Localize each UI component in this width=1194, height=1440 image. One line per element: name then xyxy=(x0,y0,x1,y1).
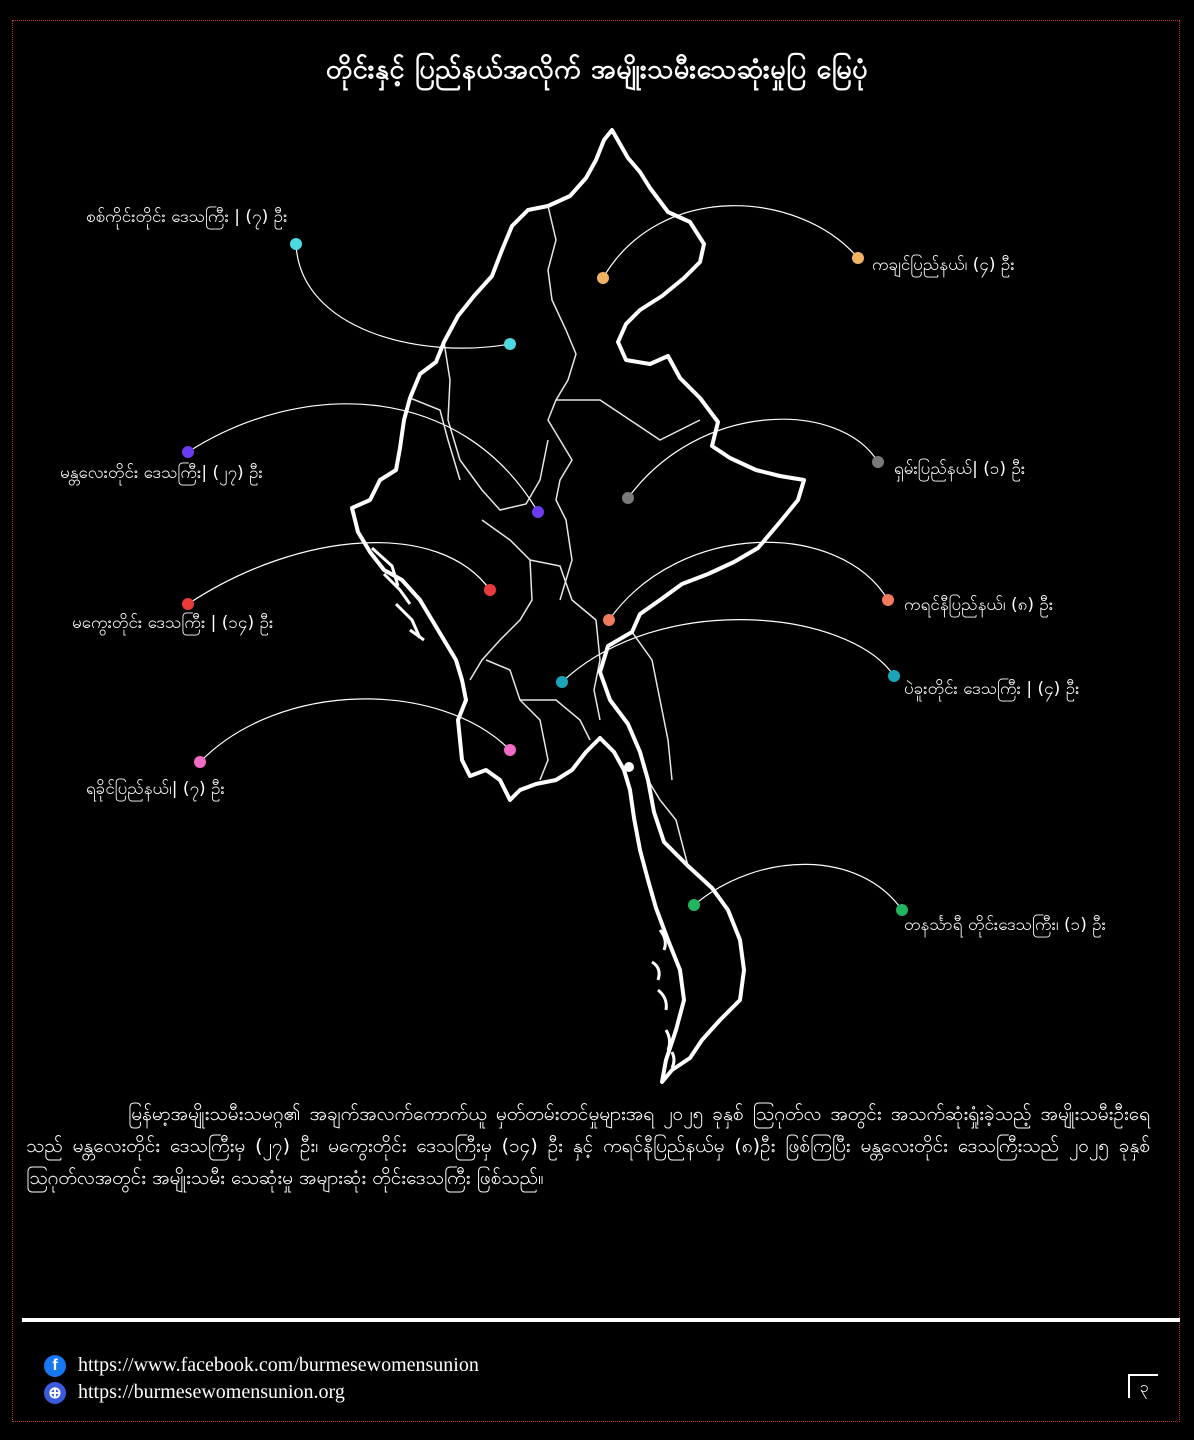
dot-sagaing-map xyxy=(504,338,516,350)
region-dots xyxy=(182,238,908,916)
dot-tanintharyi-map xyxy=(688,899,700,911)
label-bago: ပဲခူးတိုင်း ဒေသကြီး | (၄) ဦး xyxy=(904,679,1080,699)
facebook-link-row[interactable] xyxy=(44,1354,479,1377)
dot-shan-map xyxy=(622,492,634,504)
label-mandalay: မန္တလေးတိုင်း ဒေသကြီး| (၂၇) ဦး xyxy=(60,463,263,483)
description-paragraph: မြန်မာ့အမျိုးသမီးသမဂ္ဂ၏ အချက်အလက်ကောက်ယူ မှတ်တမ်းတင်မှုများအရ ၂၀၂၅ ခုနှစ် ဩဂုတ်လ အတွင်း အသက်ဆုံးရှုံးခဲ့သည့် အမျိုးသမီးဦးရေသည် မန္တလေးတိုင်း ဒေသကြီးမှ (၂၇) ဦး၊ မကွေးတိုင်း ဒေသကြီးမှ (၁၄) ဦး နှင့် ကရင်နီပြည်နယ်မှ (၈)ဦး ဖြစ်ကြပြီး မန္တလေးတိုင်း ဒေသကြီးသည် ၂၀၂၅ ခုနှစ် ဩဂုတ်လအတွင်း အမျိုးသမီး သေဆုံးမှု အများဆုံး တိုင်းဒေသကြီး ဖြစ်သည်။ xyxy=(26,1103,1150,1189)
label-tanintharyi: တနင်္သာရီ တိုင်းဒေသကြီး၊ (၁) ဦး xyxy=(904,915,1106,935)
callout-line-sagaing xyxy=(296,244,510,348)
dot-kachin-map xyxy=(597,272,609,284)
website-link-row[interactable] xyxy=(44,1381,345,1404)
callout-line-kachin xyxy=(603,206,858,278)
callout-line-magway xyxy=(188,543,490,604)
dot-magway-label xyxy=(182,598,194,610)
dot-kachin-label xyxy=(852,252,864,264)
dot-shan-label xyxy=(872,456,884,468)
label-sagaing: စစ်ကိုင်းတိုင်း ဒေသကြီး | (၇) ဦး xyxy=(86,207,288,227)
country-outline xyxy=(352,130,804,1082)
label-kachin: ကချင်ပြည်နယ်၊ (၄) ဦး xyxy=(872,255,1015,275)
dot-sagaing-label xyxy=(290,238,302,250)
dot-kayin-label xyxy=(882,594,894,606)
dot-mandalay-map xyxy=(532,506,544,518)
page-number: ၃ xyxy=(1128,1374,1158,1398)
dot-mandalay-label xyxy=(182,446,194,458)
facebook-link[interactable]: https://www.facebook.com/burmesewomensunion xyxy=(78,1354,479,1376)
label-shan: ရှမ်းပြည်နယ်| (၁) ဦး xyxy=(894,459,1026,479)
website-link[interactable]: https://burmesewomensunion.org xyxy=(78,1381,345,1403)
dot-bago-label xyxy=(888,670,900,682)
coastal-islands xyxy=(372,548,674,1068)
dot-rakhine-label xyxy=(194,756,206,768)
label-kayin: ကရင်နီပြည်နယ်၊ (၈) ဦး xyxy=(904,595,1054,615)
dot-kayin-map xyxy=(603,614,615,626)
callout-line-mandalay xyxy=(188,404,538,512)
dot-bago-map xyxy=(556,676,568,688)
callout-lines xyxy=(188,206,902,910)
label-rakhine: ရခိုင်ပြည်နယ်၊| (၇) ဦး xyxy=(86,779,225,799)
label-magway: မကွေးတိုင်း ဒေသကြီး | (၁၄) ဦး xyxy=(72,613,274,633)
callout-line-bago xyxy=(562,620,894,682)
dot-rakhine-map xyxy=(504,744,516,756)
callout-line-shan xyxy=(628,419,878,498)
region-boundaries xyxy=(410,206,700,866)
yangon-dot xyxy=(624,762,634,772)
facebook-icon: f xyxy=(44,1355,66,1377)
divider xyxy=(22,1318,1180,1322)
globe-icon: ⊕ xyxy=(44,1382,66,1404)
dot-magway-map xyxy=(484,584,496,596)
page-title: တိုင်းနှင့် ပြည်နယ်အလိုက် အမျိုးသမီးသေဆုံးမှုပြ မြေပုံ xyxy=(325,54,869,85)
